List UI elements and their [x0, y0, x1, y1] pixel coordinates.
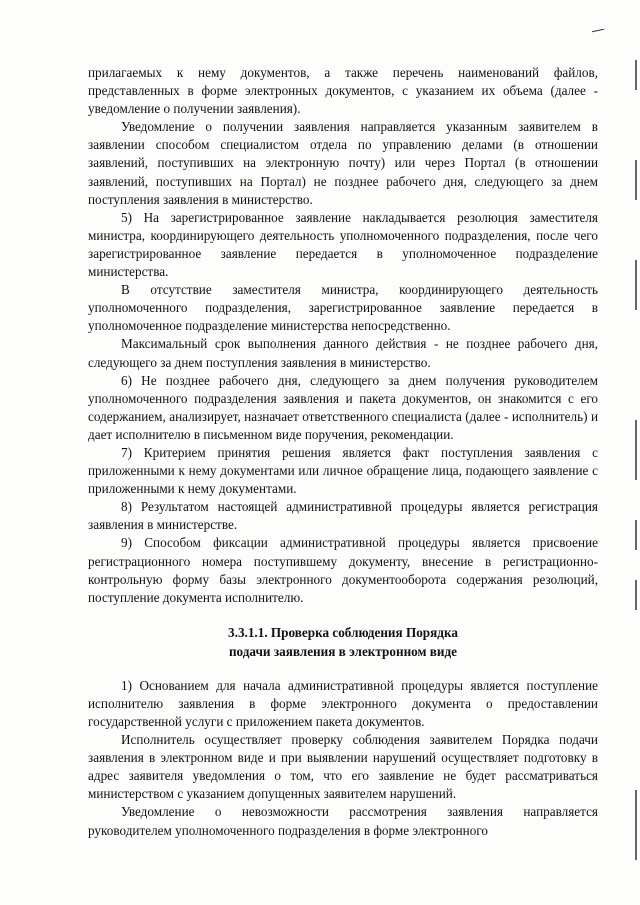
paragraph: Уведомление о невозможности рассмотрения заявления направляется руководителем уполномоченного подразделения в форме электронного — [88, 804, 598, 838]
scan-edge-mark — [635, 160, 637, 200]
paragraph: 5) На зарегистрированное заявление накладывается резолюция заместителя министра, координирующего деятельность уполномоченного подразделения, после чего зарегистрированное заявление передается в уполномоченное подразделение министерства. — [88, 209, 598, 280]
paragraph: Уведомление о получении заявления направляется указанным заявителем в заявлении способом специалистом отдела по управлению делами (в отношении заявлений, поступивших на электронную почту) или через Портал (в отношении заявлений, поступивших на Портал) не позднее рабочего дня, следующего за днем поступления заявления в министерство. — [88, 119, 598, 207]
section-heading — [88, 623, 598, 661]
scan-edge-mark — [635, 260, 637, 310]
paragraph: Максимальный срок выполнения данного действия - не позднее рабочего дня, следующего за днем поступления заявления в министерство. — [88, 336, 598, 370]
paragraph: 7) Критерием принятия решения является факт поступления заявления с приложенными к нему документами или личное обращение лица, подающего заявление с приложенными к нему документами. — [88, 444, 598, 497]
scan-edge-mark — [635, 420, 637, 480]
paragraph: В отсутствие заместителя министра, координирующего деятельность уполномоченного подразделения, зарегистрированное заявление передается в уполномоченное подразделение министерства непосредственно. — [88, 282, 598, 334]
paragraph: 6) Не позднее рабочего дня, следующего за днем получения руководителем уполномоченного подразделения заявления и пакета документов, он знакомится с его содержанием, анализирует, назначает ответственного специалиста (далее - исполнитель) и дает исполнителю в письменном виде поручения, рекомендации. — [88, 372, 598, 442]
paragraph: 1) Основанием для начала административной процедуры является поступление исполнителю заявления в форме электронного документа о предоставлении государственной услуги с приложением пакета документов. — [88, 677, 598, 729]
scan-edge-mark — [635, 520, 637, 550]
paragraph: прилагаемых к нему документов, а также перечень наименований файлов, представленных в форме электронных документов, с указанием их объема (далее - уведомление о получении заявления). — [88, 65, 598, 117]
paragraph: 8) Результатом настоящей административной процедуры является регистрация заявления в министерстве. — [88, 499, 598, 533]
scan-edge-mark — [635, 580, 637, 610]
document-body — [88, 64, 598, 840]
paragraph: Исполнитель осуществляет проверку соблюдения заявителем Порядка подачи заявления в электронном виде и при выявлении нарушений осуществляет подготовку в адрес заявителя уведомления о том, что его заявление не будет рассматриваться министерством с указанием допущенных заявителем нарушений. — [88, 732, 598, 802]
scan-edge-mark — [635, 790, 637, 860]
scan-mark — [592, 29, 604, 32]
scan-edge-mark — [635, 60, 637, 90]
section-heading-line1: 3.3.1.1. Проверка соблюдения Порядка — [228, 624, 458, 640]
section-heading-line2: подачи заявления в электронном виде — [228, 643, 458, 659]
paragraph: 9) Способом фиксации административной процедуры является присвоение регистрационного номера поступившему документу, внесение в регистрационно-контрольную форму базы электронного документооборота содержания резолюций, поступление документа исполнителю. — [88, 535, 598, 605]
